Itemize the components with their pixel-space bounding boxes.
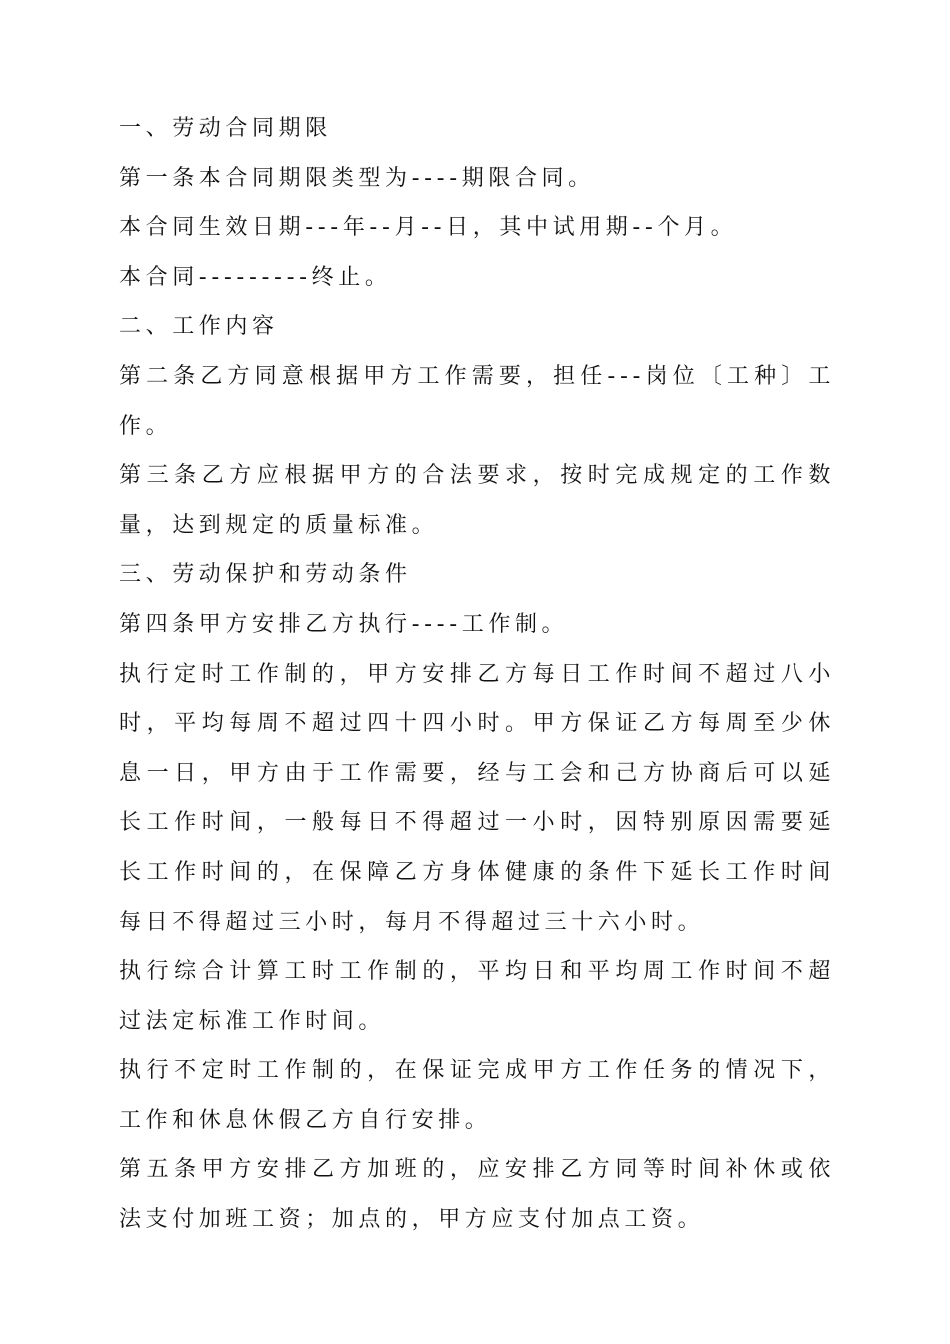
flexible-hours-clause: 执行不定时工作制的，在保证完成甲方工作任务的情况下，工作和休息休假乙方自行安排。 bbox=[119, 1058, 835, 1133]
article-5: 第五条甲方安排乙方加班的，应安排乙方同等时间补休或依法支付加班工资；加点的，甲方应支付加点工资。 bbox=[119, 1157, 835, 1233]
article-2: 第二条乙方同意根据甲方工作需要，担任---岗位〔工种〕工作。 bbox=[119, 363, 835, 439]
section-heading-protection: 三、劳动保护和劳动条件 bbox=[119, 562, 412, 588]
fixed-hours-clause: 执行定时工作制的，甲方安排乙方每日工作时间不超过八小时，平均每周不超过四十四小时。甲方保证乙方每周至少休息一日，甲方由于工作需要，经与工会和己方协商后可以延长工作时间，一般每日不得超过一小时，因特别原因需要延长工作时间的，在保障乙方身体健康的条件下延长工作时间每日不得超过三小时，每月不得超过三十六小时。 bbox=[119, 661, 835, 935]
termination-clause: 本合同---------终止。 bbox=[119, 264, 392, 290]
section-heading-term: 一、劳动合同期限 bbox=[119, 116, 332, 141]
article-3: 第三条乙方应根据甲方的合法要求，按时完成规定的工作数量，达到规定的质量标准。 bbox=[119, 463, 835, 538]
comprehensive-hours-clause: 执行综合计算工时工作制的，平均日和平均周工作时间不超过法定标准工作时间。 bbox=[119, 959, 835, 1034]
effective-date-clause: 本合同生效日期---年--月--日，其中试用期--个月。 bbox=[119, 215, 738, 241]
document-body bbox=[119, 104, 835, 1245]
article-1: 第一条本合同期限类型为----期限合同。 bbox=[119, 165, 595, 191]
section-heading-work: 二、工作内容 bbox=[119, 314, 279, 340]
article-4: 第四条甲方安排乙方执行----工作制。 bbox=[119, 611, 569, 637]
